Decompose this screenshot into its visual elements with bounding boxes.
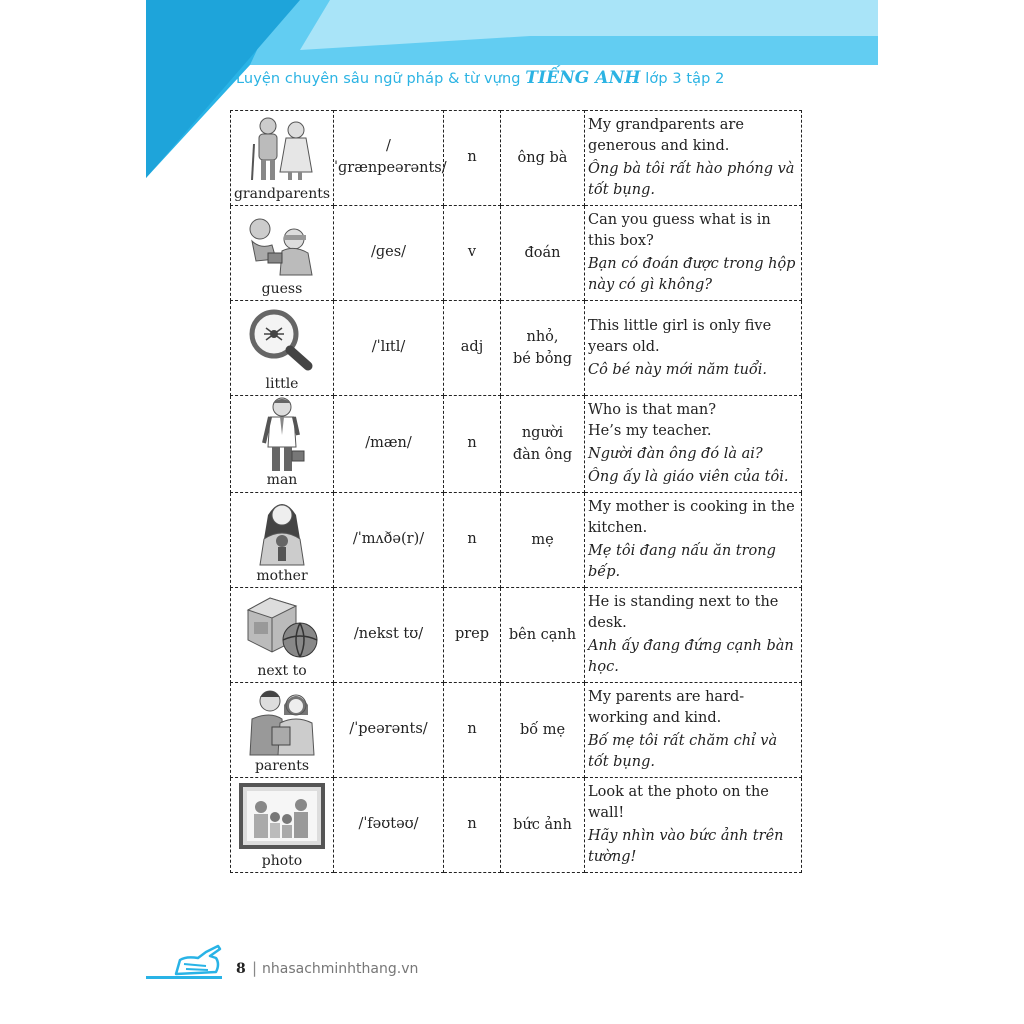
magnifier-picture [231,303,333,375]
table-row [231,396,802,493]
meaning-cell [501,683,585,778]
photo-frame-picture [231,780,333,852]
meaning-cell [501,111,585,206]
example-cell [585,396,802,493]
part-of-speech-cell: prep [444,588,501,683]
word-label: parents [254,758,310,774]
word-label: mother [256,568,308,584]
example-english: My mother is cooking in the kitchen. [588,499,795,536]
ipa-cell: /ˈpeərənts/ [334,683,444,778]
word-cell [231,111,334,206]
ipa-cell: /ɡes/ [334,206,444,301]
example-vietnamese: Ông bà tôi rất hào phóng và tốt bụng. [588,161,795,198]
man-picture [231,399,333,471]
example-vietnamese: Người đàn ông đó là ai? [588,446,763,462]
footer [146,944,446,984]
example-vietnamese: Anh ấy đang đứng cạnh bàn học. [588,638,794,675]
example-cell [585,301,802,396]
meaning-cell [501,396,585,493]
example-vietnamese: Hãy nhìn vào bức ảnh trên tường! [588,828,784,865]
meaning-line: đàn ông [512,447,573,463]
box-ball-picture [231,590,333,662]
word-cell [231,588,334,683]
example-vietnamese: Bạn có đoán được trong hộp này có gì không? [588,256,796,293]
example-english: He’s my teacher. [588,423,712,439]
ipa-cell: /nekst tʊ/ [334,588,444,683]
word-label: next to [257,663,307,679]
word-cell [231,206,334,301]
example-cell [585,111,802,206]
header-title [236,68,725,88]
meaning-line: nhỏ, [526,329,559,345]
example-cell [585,493,802,588]
footer-separator: | [252,959,258,977]
table-row [231,778,802,873]
example-vietnamese: Ông ấy là giáo viên của tôi. [588,469,789,485]
meaning-cell [501,301,585,396]
table-row [231,683,802,778]
header-title-highlight: TIẾNG ANH [525,68,641,88]
ipa-cell: /ˈlɪtl/ [334,301,444,396]
meaning-line: người [521,425,564,441]
table-row [231,301,802,396]
example-vietnamese: Mẹ tôi đang nấu ăn trong bếp. [588,543,776,580]
example-cell [585,206,802,301]
parents-picture [231,685,333,757]
meaning-cell [501,493,585,588]
example-english: My parents are hard-working and kind. [588,689,745,726]
writing-hand-icon [146,944,236,984]
header-title-suffix: lớp 3 tập 2 [645,71,725,87]
example-cell [585,683,802,778]
ipa-cell: /mæn/ [334,396,444,493]
ipa-cell: /ˈfəʊtəʊ/ [334,778,444,873]
word-cell [231,683,334,778]
example-english: Look at the photo on the wall! [588,784,769,821]
example-english: My grandparents are generous and kind. [588,117,744,154]
guess-picture [231,208,333,280]
page-number: 8 [236,961,246,977]
example-vietnamese: Cô bé này mới năm tuổi. [588,361,768,378]
meaning-line: ông bà [517,150,568,166]
footer-website: nhasachminhthang.vn [262,961,419,977]
word-label: photo [261,853,303,869]
word-label: man [266,472,298,488]
meaning-line: đoán [524,245,561,261]
grandparents-picture [231,113,333,185]
example-english: This little girl is only five years old. [588,317,772,355]
part-of-speech-cell: n [444,396,501,493]
meaning-line: bức ảnh [513,817,572,833]
table-row [231,493,802,588]
meaning-cell [501,588,585,683]
header-title-prefix: Luyện chuyên sâu ngữ pháp & từ vựng [236,71,521,87]
meaning-cell [501,206,585,301]
word-label: grandparents [233,186,331,202]
meaning-line: bên cạnh [508,627,577,643]
meaning-cell [501,778,585,873]
example-english: He is standing next to the desk. [588,594,779,631]
ipa-cell: /ˈmʌðə(r)/ [334,493,444,588]
word-cell [231,493,334,588]
example-cell [585,778,802,873]
part-of-speech-cell: n [444,683,501,778]
mother-picture [231,495,333,567]
vocabulary-table [230,110,802,873]
word-label: little [265,376,299,392]
part-of-speech-cell: n [444,778,501,873]
meaning-line: bố mẹ [519,722,566,738]
word-cell [231,778,334,873]
part-of-speech-cell: n [444,111,501,206]
ipa-cell: /ˈɡrænpeərənts/ [334,111,444,206]
word-cell [231,301,334,396]
example-english: Can you guess what is in this box? [588,212,771,249]
example-vietnamese: Bố mẹ tôi rất chăm chỉ và tốt bụng. [588,733,778,770]
example-cell [585,588,802,683]
meaning-line: bé bỏng [512,351,573,367]
table-row [231,111,802,206]
word-label: guess [261,281,303,297]
meaning-line: mẹ [531,532,554,548]
example-english: Who is that man? [588,402,717,418]
part-of-speech-cell: n [444,493,501,588]
part-of-speech-cell: adj [444,301,501,396]
part-of-speech-cell: v [444,206,501,301]
word-cell [231,396,334,493]
table-row [231,206,802,301]
table-row [231,588,802,683]
